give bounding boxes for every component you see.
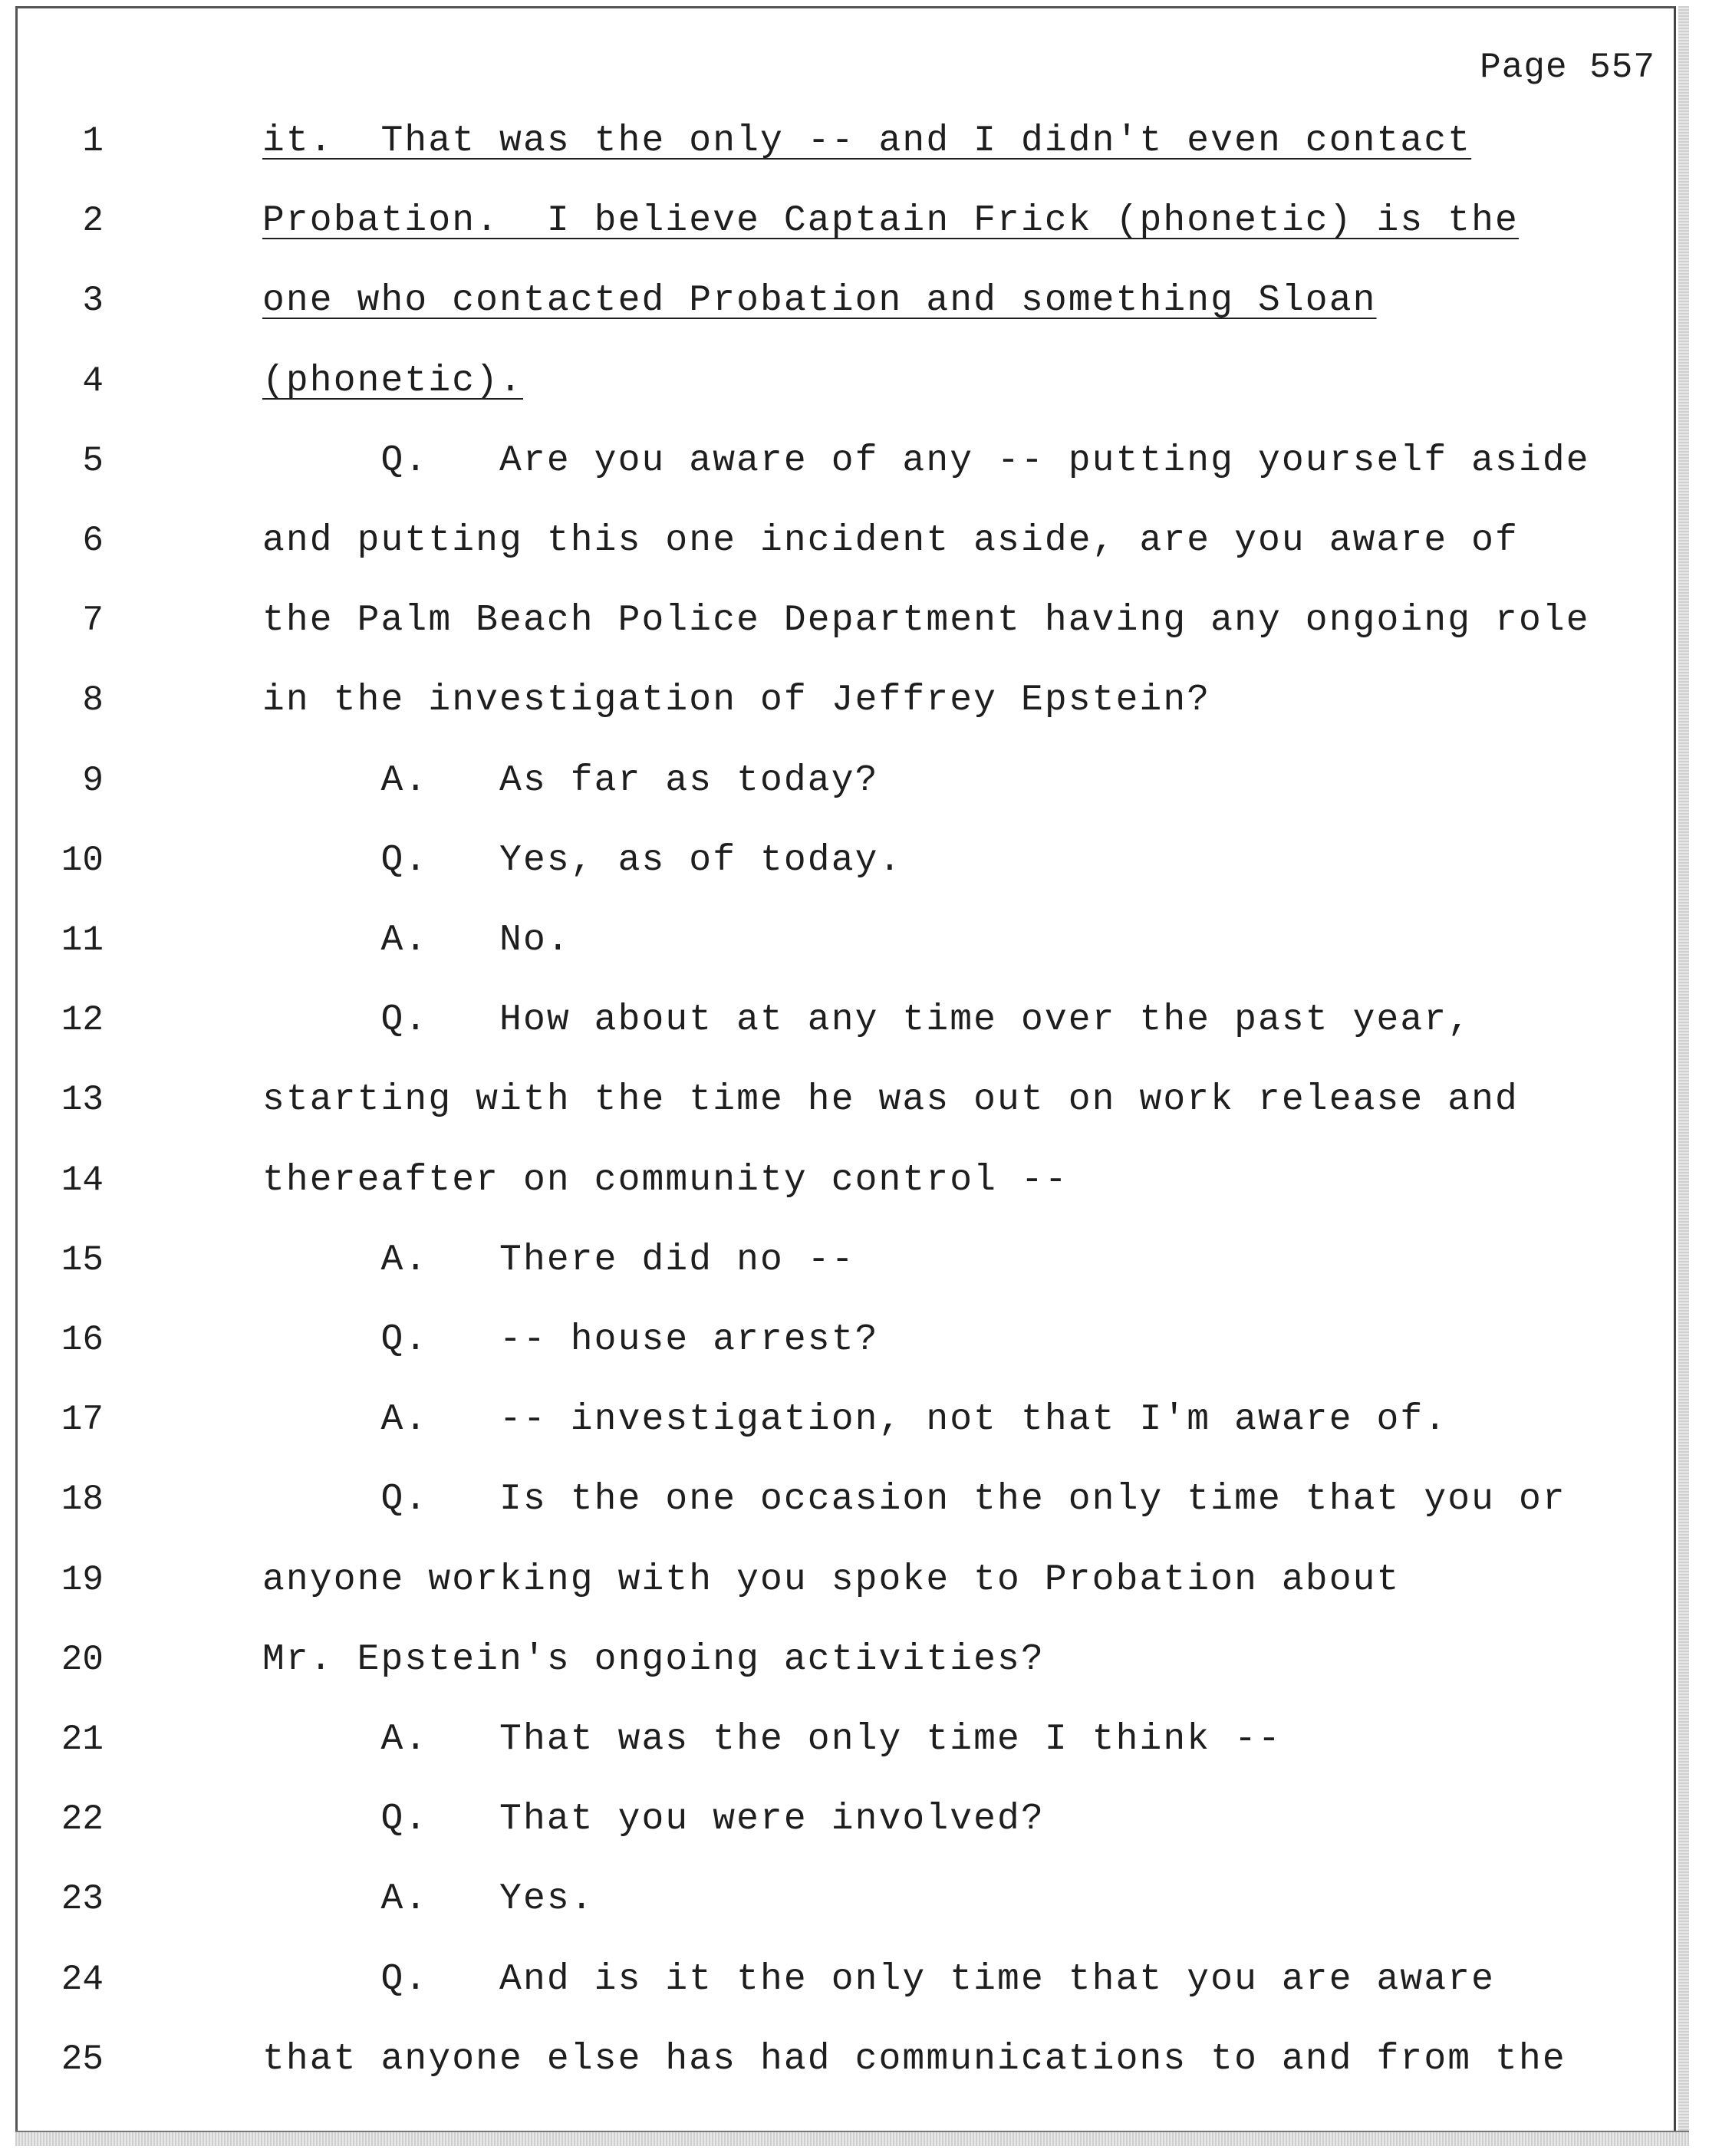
line-text: A. Yes. <box>262 1878 594 1921</box>
line-text: thereafter on community control -- <box>262 1159 1069 1201</box>
transcript-line <box>0 1380 1672 1460</box>
line-number: 22 <box>61 1799 104 1840</box>
line-text: Q. How about at any time over the past year, <box>262 999 1472 1042</box>
page-edge-shadow-right <box>1678 6 1689 2146</box>
line-text: it. That was the only -- and I didn't even contact <box>262 120 1472 162</box>
line-text: in the investigation of Jeffrey Epstein? <box>262 680 1211 722</box>
transcript-line <box>0 1620 1672 1700</box>
transcript-line <box>0 1220 1672 1300</box>
line-number: 15 <box>61 1239 104 1280</box>
line-number: 20 <box>61 1639 104 1680</box>
transcript-line <box>0 1540 1672 1620</box>
line-text: Q. Is the one occasion the only time that you or <box>262 1479 1566 1521</box>
line-text: and putting this one incident aside, are you aware of <box>262 520 1519 561</box>
transcript-line <box>0 1779 1672 1859</box>
transcript-line <box>0 1940 1672 2019</box>
line-number: 9 <box>82 760 104 801</box>
transcript-line <box>0 101 1672 181</box>
line-number: 10 <box>61 840 104 881</box>
transcript-line <box>0 581 1672 660</box>
transcript-line <box>0 261 1672 341</box>
line-number: 5 <box>82 440 104 481</box>
line-text: Q. That you were involved? <box>262 1799 1045 1841</box>
line-number: 24 <box>61 1959 104 2000</box>
line-text: starting with the time he was out on work release and <box>262 1079 1519 1121</box>
transcript-line <box>0 181 1672 261</box>
line-text: Q. Are you aware of any -- putting yourself aside <box>262 439 1590 482</box>
transcript-line <box>0 341 1672 421</box>
line-text: A. That was the only time I think -- <box>262 1719 1282 1760</box>
line-text: that anyone else has had communications to and from the <box>262 2038 1566 2080</box>
page-edge-shadow-bottom <box>15 2131 1689 2146</box>
line-number: 12 <box>61 1000 104 1041</box>
line-number: 14 <box>61 1160 104 1200</box>
line-number: 23 <box>61 1879 104 1920</box>
line-number: 7 <box>82 601 104 641</box>
line-number: 11 <box>61 920 104 960</box>
transcript-line <box>0 1300 1672 1380</box>
transcript-line <box>0 1060 1672 1140</box>
line-number: 13 <box>61 1080 104 1121</box>
transcript-line <box>0 900 1672 980</box>
line-number: 17 <box>61 1400 104 1440</box>
line-text: A. -- investigation, not that I'm aware of. <box>262 1399 1448 1441</box>
transcript-line <box>0 1460 1672 1539</box>
line-text: A. No. <box>262 920 571 961</box>
line-number: 18 <box>61 1480 104 1520</box>
line-text: Mr. Epstein's ongoing activities? <box>262 1638 1045 1680</box>
line-number: 2 <box>82 201 104 242</box>
line-text: A. As far as today? <box>262 759 879 802</box>
line-number: 1 <box>82 121 104 161</box>
transcript-line <box>0 821 1672 900</box>
line-number: 6 <box>82 521 104 561</box>
transcript-line <box>0 1700 1672 1779</box>
line-number: 4 <box>82 360 104 401</box>
transcript-line <box>0 660 1672 740</box>
line-text: the Palm Beach Police Department having any ongoing role <box>262 600 1590 642</box>
transcript-line <box>0 421 1672 501</box>
page-number: Page 557 <box>1480 48 1655 87</box>
transcript-line <box>0 980 1672 1060</box>
line-number: 21 <box>61 1720 104 1759</box>
line-text: one who contacted Probation and something Sloan <box>262 280 1377 322</box>
line-number: 3 <box>82 281 104 321</box>
line-text: (phonetic). <box>262 360 523 402</box>
transcript-line <box>0 2019 1672 2099</box>
transcript-line <box>0 741 1672 821</box>
line-text: A. There did no -- <box>262 1239 855 1281</box>
line-number: 19 <box>61 1559 104 1600</box>
transcript-line <box>0 501 1672 581</box>
line-text: Q. -- house arrest? <box>262 1319 879 1361</box>
line-number: 8 <box>82 680 104 721</box>
line-text: Q. Yes, as of today. <box>262 839 903 881</box>
line-number: 16 <box>61 1320 104 1360</box>
line-text: Q. And is it the only time that you are aware <box>262 1958 1496 2000</box>
transcript-line <box>0 1859 1672 1939</box>
line-number: 25 <box>61 2039 104 2079</box>
line-text: Probation. I believe Captain Frick (phonetic) is the <box>262 200 1519 242</box>
line-text: anyone working with you spoke to Probation about <box>262 1559 1401 1601</box>
transcript-line <box>0 1141 1672 1220</box>
